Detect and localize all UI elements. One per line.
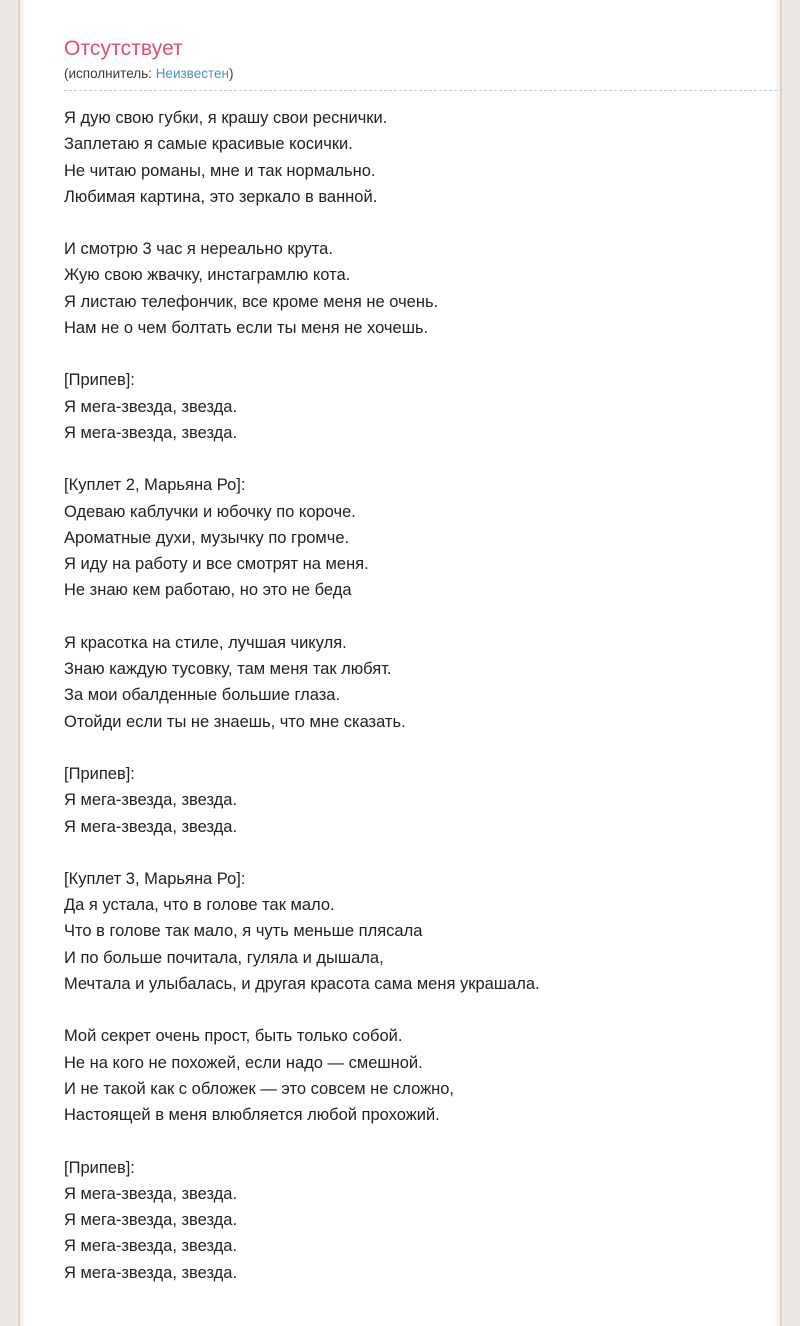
lyrics-line: Отойди если ты не знаешь, что мне сказать. [64,712,406,731]
lyrics-line: [Припев]: [64,764,135,783]
artist-prefix-label: (исполнитель: [64,66,156,81]
lyrics-line: [Куплет 3, Марьяна Ро]: [64,869,246,888]
lyrics-stanza [64,866,754,997]
lyrics-line: [Припев]: [64,1158,135,1177]
content-area [64,36,754,1312]
artist-suffix-label: ) [228,66,234,81]
lyrics-line: Мечтала и улыбалась, и другая красота сама меня украшала. [64,975,540,994]
lyrics-line: Я красотка на стиле, лучшая чикуля. [64,633,347,652]
lyrics-line: Я мега-звезда, звезда. [64,1184,238,1203]
lyrics-body [64,105,754,1286]
artist-link[interactable]: Неизвестен [155,66,229,81]
lyrics-line: Да я устала, что в голове так мало. [64,896,335,915]
lyrics-line: Заплетаю я самые красивые косички. [64,135,353,154]
lyrics-stanza [64,1155,754,1286]
lyrics-stanza [64,105,754,210]
artist-line [64,66,782,91]
lyrics-line: Что в голове так мало, я чуть меньше плясала [64,922,423,941]
lyrics-line: Ароматные духи, музычку по громче. [64,528,350,547]
lyrics-line: Не на кого не похожей, если надо — смешной. [64,1053,423,1072]
lyrics-line: Я мега-звезда, звезда. [64,1211,238,1230]
lyrics-line: Я иду на работу и все смотрят на меня. [64,555,369,574]
lyrics-line: Я мега-звезда, звезда. [64,791,238,810]
lyrics-line: Одеваю каблучки и юбочку по короче. [64,502,356,521]
lyrics-stanza [64,761,754,840]
lyrics-line: И смотрю 3 час я нереально крута. [64,240,333,259]
lyrics-line: Нам не о чем болтать если ты меня не хочешь. [64,319,429,338]
lyrics-line: За мои обалденные большие глаза. [64,686,341,705]
lyrics-line: [Куплет 2, Марьяна Ро]: [64,476,246,495]
lyrics-line: Я мега-звезда, звезда. [64,1237,238,1256]
lyrics-line: Я мега-звезда, звезда. [64,423,238,442]
lyrics-line: Мой секрет очень прост, быть только собой. [64,1027,403,1046]
lyrics-line: Жую свою жвачку, инстаграмлю кота. [64,266,351,285]
page-title: Отсутствует [64,37,183,60]
lyrics-stanza [64,367,754,446]
lyrics-line: Не читаю романы, мне и так нормально. [64,161,376,180]
lyrics-stanza [64,1023,754,1128]
lyrics-stanza [64,472,754,603]
lyrics-line: И не такой как с обложек — это совсем не сложно, [64,1079,455,1098]
lyrics-line: [Припев]: [64,371,135,390]
lyrics-line: Я мега-звезда, звезда. [64,1263,238,1282]
lyrics-line: Я мега-звезда, звезда. [64,397,238,416]
lyrics-line: Я листаю телефончик, все кроме меня не очень. [64,292,439,311]
lyrics-line: Любимая картина, это зеркало в ванной. [64,187,378,206]
lyrics-line: Я мега-звезда, звезда. [64,817,238,836]
lyrics-stanza [64,630,754,735]
lyrics-line: Не знаю кем работаю, но это не беда [64,581,352,600]
lyrics-stanza [64,236,754,341]
lyrics-line: Знаю каждую тусовку, там меня так любят. [64,660,392,679]
lyrics-paper [24,0,776,1326]
lyrics-line: Настоящей в меня влюбляется любой прохожий. [64,1106,440,1125]
lyrics-line: Я дую свою губки, я крашу свои реснички. [64,109,388,127]
lyrics-line: И по больше почитала, гуляла и дышала, [64,948,384,967]
